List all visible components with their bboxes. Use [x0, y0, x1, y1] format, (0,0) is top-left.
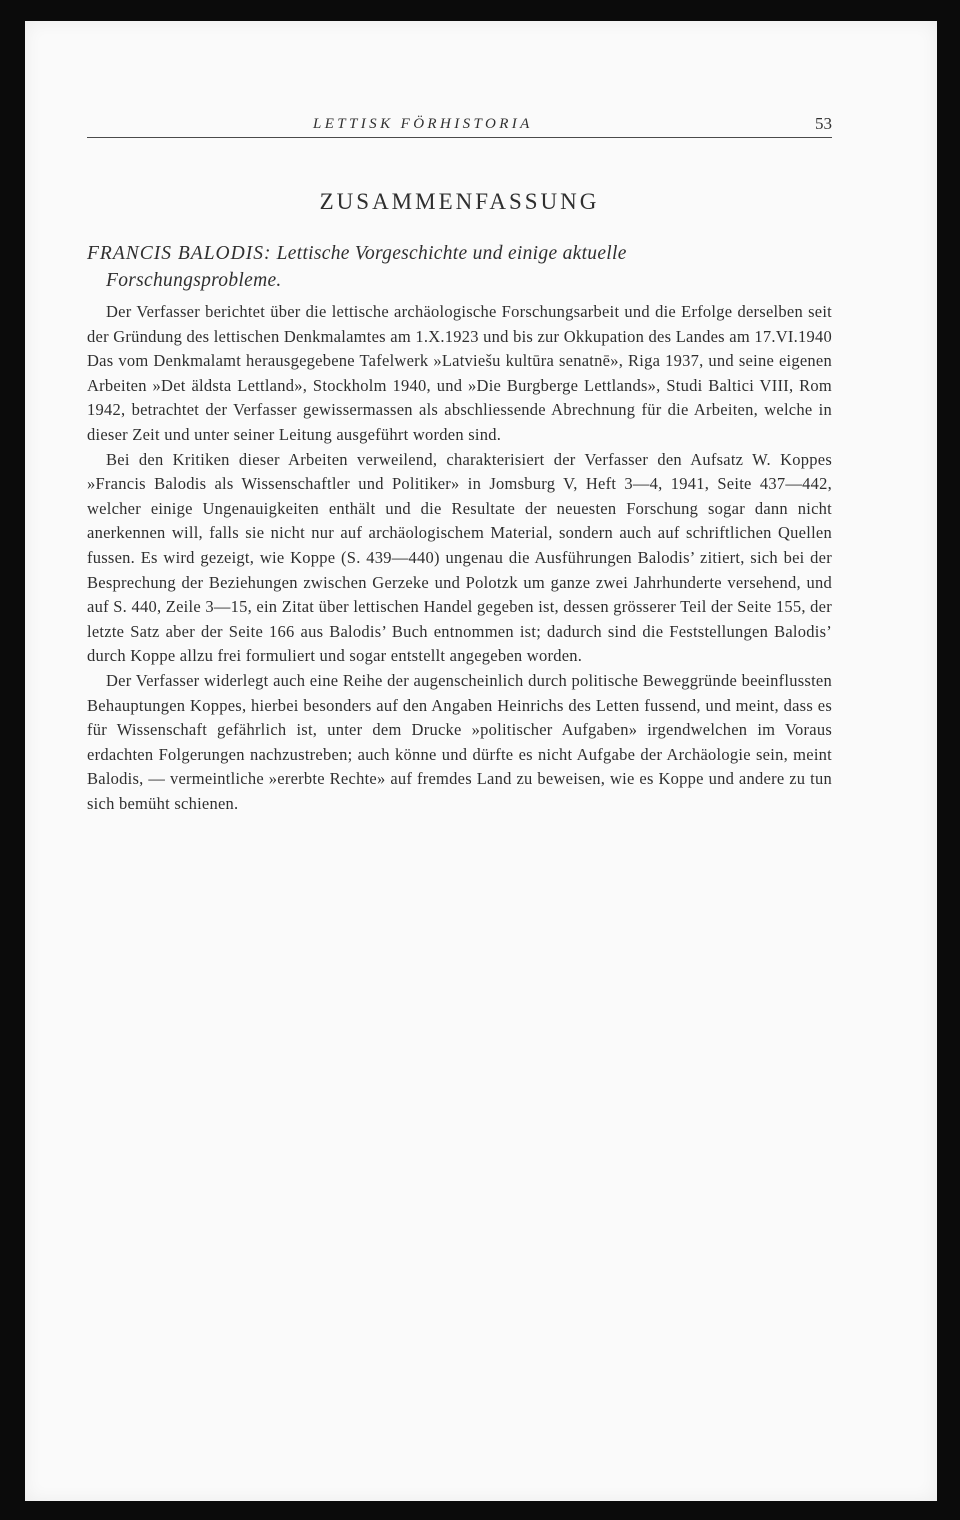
paragraph: Der Verfasser widerlegt auch eine Reihe der augenscheinlich durch politische Beweggründe beeinflussten Behauptungen Koppes, hierbei besonders auf den Angaben Heinrichs des Letten fussend, und meint, dass es für Wissenschaft gefährlich ist, unter dem Drucke »politischer Aufgaben» irgendwelchen im Voraus erdachten Folgerungen nachzustreben; auch könne und dürfte es nicht Aufgabe der Archäologie sein, meint Balodis, — vermeintliche »ererbte Rechte» auf fremdes Land zu beweisen, wie es Koppe und andere zu tun sich bemüht schienen. — [87, 670, 832, 813]
paper-author: FRANCIS BALODIS: — [87, 243, 272, 264]
paper-title-line-2: Forschungsprobleme. — [106, 270, 282, 291]
summary-body — [87, 300, 832, 816]
running-title: LETTISK FÖRHISTORIA — [313, 116, 533, 132]
book-page — [25, 21, 937, 1501]
paper-title-line-1: Lettische Vorgeschichte und einige aktuelle — [276, 243, 627, 264]
section-title: ZUSAMMENFASSUNG — [319, 189, 600, 214]
paragraph: Bei den Kritiken dieser Arbeiten verweilend, charakterisiert der Verfasser den Aufsatz W. Koppes »Francis Balodis als Wissenschaftler und Politiker» in Jomsburg V, Heft 3—4, 1941, Seite 437—442, welcher einige Ungenauigkeiten enthält und die Resultate der neuesten Forschung sogar dann nicht anerkennen will, falls sie nicht nur auf archäologischem Material, sondern auch auf schriftlichen Quellen fussen. Es wird gezeigt, wie Koppe (S. 439—440) ungenau die Ausführungen Balodis’ zitiert, sich bei der Besprechung der Beziehungen zwischen Gerzeke und Polotzk um ganze zwei Jahrhunderte versehend, und auf S. 440, Zeile 3—15, ein Zitat über lettischen Handel gegeben ist, dessen grösserer Teil der Seite 155, der letzte Satz aber der Seite 166 aus Balodis’ Buch entnommen ist; dadurch sind die Feststellungen Balodis’ durch Koppe allzu frei formuliert und sogar entstellt angegeben worden. — [87, 449, 832, 666]
paper-title — [87, 240, 832, 294]
paragraph: Der Verfasser berichtet über die lettische archäologische Forschungsarbeit und die Erfolge derselben seit der Gründung des lettischen Denkmalamtes am 1.X.1923 und bis zur Okkupation des Landes am 17.VI.1940 Das vom Denkmalamt herausgegebene Tafelwerk »Latviešu kultūra senatnē», Riga 1937, und seine eigenen Arbeiten »Det äldsta Lettland», Stockholm 1940, und »Die Burgberge Lettlands», Studi Baltici VIII, Rom 1942, betrachtet der Verfasser gewissermassen als abschliessende Abrechnung für die Arbeiten, welche in dieser Zeit und unter seiner Leitung ausgeführt worden sind. — [87, 302, 832, 444]
page-content — [87, 113, 832, 816]
page-number: 53 — [815, 114, 832, 133]
running-header — [87, 113, 832, 138]
